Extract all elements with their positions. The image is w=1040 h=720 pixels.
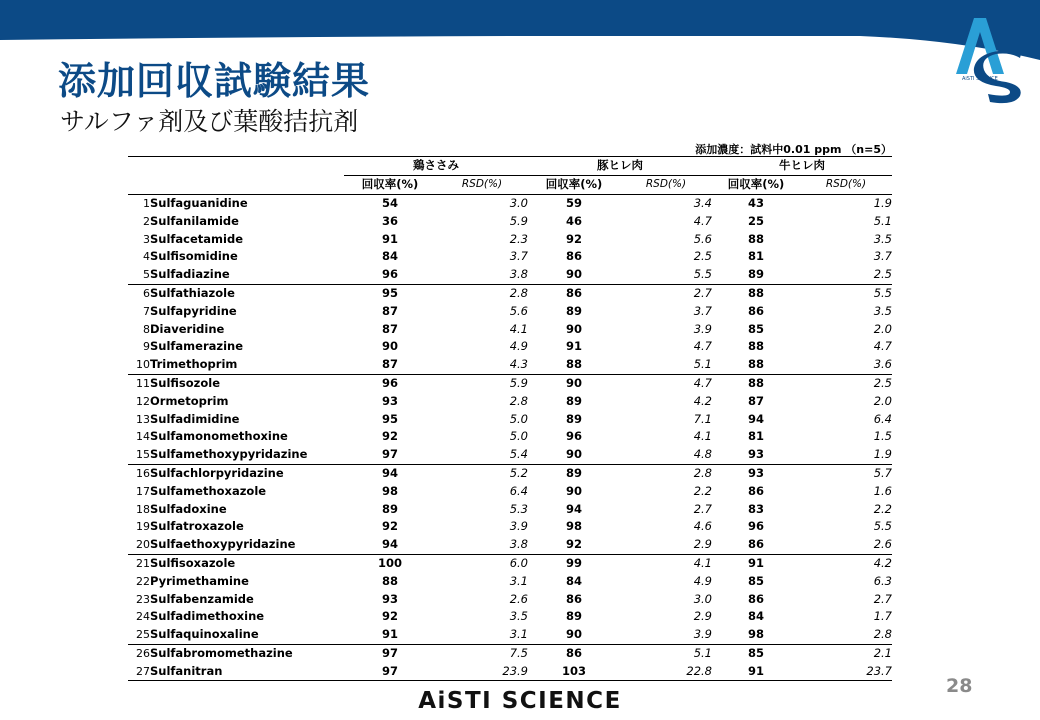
rsd-value: 23.9	[436, 662, 528, 680]
recovery-value: 88	[747, 231, 764, 246]
recovery-value: 85	[747, 573, 764, 588]
recovery-value: 25	[747, 213, 764, 228]
rsd-value: 5.6	[693, 231, 712, 246]
rsd-value: 3.8	[436, 536, 528, 554]
recovery-value: 97	[344, 446, 436, 464]
compound-name: Sulfadiazine	[150, 266, 344, 284]
rsd-value: 5.5	[873, 519, 892, 534]
recovery-value: 90	[381, 339, 398, 354]
table-row	[128, 392, 892, 410]
compound-name: Sulfaquinoxaline	[150, 626, 344, 644]
compound-name: Sulfathiazole	[150, 285, 235, 300]
recovery-value: 84	[747, 609, 764, 624]
col-header-rsd: RSD(%)	[436, 175, 528, 194]
row-number: 19	[136, 520, 150, 534]
recovery-value: 89	[712, 266, 800, 284]
compound-name: Sulfamerazine	[150, 339, 244, 354]
compound-name: Sulfisomidine	[150, 249, 238, 264]
compound-name: Trimethoprim	[150, 356, 344, 374]
rsd-value: 2.6	[800, 536, 892, 554]
table-row	[128, 374, 892, 392]
recovery-value: 84	[381, 249, 398, 264]
recovery-value: 96	[344, 266, 436, 284]
rsd-value: 1.5	[873, 429, 892, 444]
row-number: 1	[143, 196, 150, 210]
recovery-value: 83	[747, 501, 764, 516]
rsd-value: 3.7	[693, 303, 712, 318]
rsd-value: 4.3	[436, 356, 528, 374]
rsd-value: 1.9	[873, 195, 892, 210]
rsd-value: 3.1	[436, 626, 528, 644]
row-number: 3	[143, 232, 150, 246]
recovery-value: 94	[344, 536, 436, 554]
recovery-value: 92	[565, 231, 582, 246]
recovery-value: 96	[565, 429, 582, 444]
row-number: 24	[136, 610, 150, 624]
recovery-value: 86	[565, 285, 582, 300]
recovery-value: 92	[381, 519, 398, 534]
rsd-value: 4.6	[693, 519, 712, 534]
rsd-value: 22.8	[620, 662, 712, 680]
table-row	[128, 590, 892, 608]
recovery-table	[128, 156, 892, 681]
compound-name: Sulfadoxine	[150, 501, 227, 516]
recovery-value: 85	[747, 321, 764, 336]
rsd-value: 2.0	[873, 393, 892, 408]
row-number: 12	[136, 394, 150, 408]
group-header: 豚ヒレ肉	[528, 157, 712, 176]
rsd-value: 5.4	[436, 446, 528, 464]
compound-name: Sulfachlorpyridazine	[150, 465, 284, 480]
rsd-value: 4.7	[693, 375, 712, 390]
rsd-value: 5.3	[509, 501, 528, 516]
compound-name: Sulfisoxazole	[150, 555, 236, 570]
recovery-value: 59	[565, 195, 582, 210]
rsd-value: 4.7	[693, 339, 712, 354]
column-header-row	[128, 175, 892, 194]
rsd-value: 4.9	[693, 573, 712, 588]
rsd-value: 6.3	[873, 573, 892, 588]
rsd-value: 5.5	[620, 266, 712, 284]
recovery-value: 89	[565, 393, 582, 408]
recovery-value: 89	[565, 465, 582, 480]
rsd-value: 4.1	[693, 429, 712, 444]
table-row	[128, 626, 892, 644]
spike-condition: 添加濃度：試料中0.01 ppm （n=5）	[695, 143, 892, 156]
compound-name: Sulfisozole	[150, 375, 221, 390]
rsd-value: 4.9	[509, 339, 528, 354]
rsd-value: 2.9	[693, 609, 712, 624]
rsd-value: 4.8	[620, 446, 712, 464]
recovery-value: 90	[565, 483, 582, 498]
recovery-value: 89	[381, 501, 398, 516]
row-number: 5	[128, 266, 150, 284]
rsd-value: 6.4	[509, 483, 528, 498]
rsd-value: 2.7	[873, 591, 892, 606]
row-number: 17	[136, 484, 150, 498]
rsd-value: 4.2	[873, 555, 892, 570]
compound-name: Sulfamethoxypyridazine	[150, 446, 344, 464]
rsd-value: 4.2	[693, 393, 712, 408]
rsd-value: 5.5	[873, 285, 892, 300]
rsd-value: 6.0	[509, 555, 528, 570]
recovery-value: 81	[747, 249, 764, 264]
recovery-value: 86	[747, 591, 764, 606]
recovery-value: 94	[565, 501, 582, 516]
table-row	[128, 194, 892, 212]
rsd-value: 6.4	[873, 411, 892, 426]
recovery-value: 91	[344, 626, 436, 644]
group-header: 鶏ささみ	[344, 157, 528, 176]
footer-brand: AiSTI SCIENCE	[418, 688, 622, 714]
rsd-value: 4.1	[693, 555, 712, 570]
rsd-value: 2.2	[693, 483, 712, 498]
recovery-value: 88	[528, 356, 620, 374]
rsd-value: 2.5	[873, 375, 892, 390]
rsd-value: 5.6	[509, 303, 528, 318]
recovery-value: 93	[381, 591, 398, 606]
rsd-value: 4.7	[873, 339, 892, 354]
recovery-value: 90	[565, 321, 582, 336]
recovery-value: 54	[381, 195, 398, 210]
rsd-value: 1.6	[873, 483, 892, 498]
row-number: 26	[136, 646, 150, 660]
row-number: 2	[143, 214, 150, 228]
recovery-value: 91	[712, 662, 800, 680]
recovery-value: 96	[747, 519, 764, 534]
recovery-value: 94	[381, 465, 398, 480]
col-header-recovery: 回収率(%)	[712, 175, 800, 194]
recovery-value: 87	[381, 321, 398, 336]
rsd-value: 3.5	[873, 231, 892, 246]
row-number: 23	[136, 592, 150, 606]
rsd-value: 5.0	[509, 429, 528, 444]
rsd-value: 3.7	[509, 249, 528, 264]
compound-name: Sulfanitran	[150, 662, 344, 680]
recovery-value: 86	[565, 249, 582, 264]
table-row	[128, 212, 892, 230]
recovery-value: 87	[344, 356, 436, 374]
col-header-recovery: 回収率(%)	[344, 175, 436, 194]
recovery-value: 91	[747, 555, 764, 570]
recovery-value: 98	[565, 519, 582, 534]
recovery-value: 88	[747, 285, 764, 300]
compound-name: Sulfaethoxypyridazine	[150, 536, 344, 554]
table-row	[128, 554, 892, 572]
compound-name: Sulfacetamide	[150, 231, 244, 246]
table-row	[128, 662, 892, 680]
recovery-value: 92	[381, 429, 398, 444]
row-number: 20	[128, 536, 150, 554]
recovery-value: 99	[565, 555, 582, 570]
recovery-value: 93	[381, 393, 398, 408]
rsd-value: 2.1	[873, 645, 892, 660]
recovery-value: 91	[565, 339, 582, 354]
recovery-value: 88	[747, 339, 764, 354]
recovery-value: 46	[565, 213, 582, 228]
page-title: 添加回収試験結果	[58, 59, 371, 103]
recovery-value: 87	[747, 393, 764, 408]
table-row	[128, 230, 892, 248]
recovery-value: 86	[565, 591, 582, 606]
rsd-value: 2.9	[620, 536, 712, 554]
group-header-row	[128, 157, 892, 176]
rsd-value: 5.0	[509, 411, 528, 426]
recovery-value: 103	[528, 662, 620, 680]
recovery-value: 90	[528, 266, 620, 284]
recovery-value: 86	[565, 645, 582, 660]
recovery-value: 90	[528, 446, 620, 464]
table-row	[128, 608, 892, 626]
recovery-value: 90	[565, 375, 582, 390]
rsd-value: 2.5	[693, 249, 712, 264]
table-row	[128, 266, 892, 284]
table-row	[128, 644, 892, 662]
rsd-value: 3.5	[509, 609, 528, 624]
recovery-value: 88	[381, 573, 398, 588]
rsd-value: 5.9	[509, 213, 528, 228]
compound-name: Sulfabromomethazine	[150, 645, 293, 660]
table-row	[128, 410, 892, 428]
group-header: 牛ヒレ肉	[712, 157, 892, 176]
recovery-value: 95	[381, 285, 398, 300]
compound-name: Diaveridine	[150, 321, 225, 336]
compound-name: Sulfadimidine	[150, 411, 240, 426]
rsd-value: 3.0	[693, 591, 712, 606]
compound-name: Sulfatroxazole	[150, 519, 244, 534]
compound-name: Pyrimethamine	[150, 573, 249, 588]
recovery-value: 93	[712, 446, 800, 464]
table-row	[128, 284, 892, 302]
rsd-value: 3.9	[693, 321, 712, 336]
rsd-value: 2.2	[873, 501, 892, 516]
row-number: 25	[128, 626, 150, 644]
rsd-value: 3.0	[509, 195, 528, 210]
table-row	[128, 536, 892, 554]
row-number: 8	[143, 322, 150, 336]
recovery-value: 90	[528, 626, 620, 644]
recovery-value: 98	[712, 626, 800, 644]
recovery-value: 86	[712, 536, 800, 554]
logo-small-text: AiSTI SCIENCE	[962, 76, 998, 82]
rsd-value: 3.7	[873, 249, 892, 264]
page-subtitle: サルファ剤及び葉酸拮抗剤	[60, 107, 359, 136]
compound-name: Sulfaguanidine	[150, 195, 248, 210]
row-number: 18	[136, 502, 150, 516]
rsd-value: 3.1	[509, 573, 528, 588]
rsd-value: 2.7	[693, 285, 712, 300]
table-row	[128, 320, 892, 338]
compound-name: Sulfadimethoxine	[150, 609, 265, 624]
row-number: 10	[128, 356, 150, 374]
recovery-value: 89	[565, 411, 582, 426]
recovery-value: 81	[747, 429, 764, 444]
recovery-value: 94	[747, 411, 764, 426]
rsd-value: 7.5	[509, 645, 528, 660]
table-row	[128, 428, 892, 446]
rsd-value: 4.7	[693, 213, 712, 228]
rsd-value: 2.6	[509, 591, 528, 606]
rsd-value: 3.4	[693, 195, 712, 210]
row-number: 27	[128, 662, 150, 680]
row-number: 16	[136, 466, 150, 480]
recovery-value: 96	[381, 375, 398, 390]
page-number: 28	[946, 675, 973, 697]
compound-name: Ormetoprim	[150, 393, 229, 408]
compound-name: Sulfabenzamide	[150, 591, 254, 606]
rsd-value: 3.8	[436, 266, 528, 284]
row-number: 22	[136, 574, 150, 588]
rsd-value: 2.7	[693, 501, 712, 516]
recovery-value: 89	[565, 609, 582, 624]
rsd-value: 2.0	[873, 321, 892, 336]
recovery-value: 85	[747, 645, 764, 660]
rsd-value: 3.9	[620, 626, 712, 644]
rsd-value: 5.2	[509, 465, 528, 480]
table-row	[128, 482, 892, 500]
table-row	[128, 446, 892, 464]
recovery-value: 97	[381, 645, 398, 660]
rsd-value: 3.6	[800, 356, 892, 374]
rsd-value: 5.1	[693, 645, 712, 660]
recovery-value: 43	[747, 195, 764, 210]
row-number: 9	[143, 340, 150, 354]
recovery-value: 92	[381, 609, 398, 624]
row-number: 4	[143, 250, 150, 264]
row-number: 13	[136, 412, 150, 426]
recovery-value: 95	[381, 411, 398, 426]
rsd-value: 4.1	[509, 321, 528, 336]
recovery-value: 93	[747, 465, 764, 480]
recovery-value: 84	[565, 573, 582, 588]
recovery-value: 88	[712, 356, 800, 374]
rsd-value: 3.5	[873, 303, 892, 318]
rsd-value: 1.9	[800, 446, 892, 464]
rsd-value: 2.8	[693, 465, 712, 480]
recovery-value: 88	[747, 375, 764, 390]
rsd-value: 2.8	[509, 285, 528, 300]
rsd-value: 2.5	[800, 266, 892, 284]
rsd-value: 2.8	[800, 626, 892, 644]
rsd-value: 5.1	[620, 356, 712, 374]
col-header-rsd: RSD(%)	[620, 175, 712, 194]
recovery-value: 92	[528, 536, 620, 554]
rsd-value: 7.1	[693, 411, 712, 426]
rsd-value: 2.8	[509, 393, 528, 408]
rsd-value: 5.7	[873, 465, 892, 480]
compound-name: Sulfapyridine	[150, 303, 237, 318]
table-row	[128, 572, 892, 590]
row-number: 15	[128, 446, 150, 464]
compound-name: Sulfamethoxazole	[150, 483, 267, 498]
compound-name: Sulfamonomethoxine	[150, 429, 288, 444]
table-row	[128, 464, 892, 482]
row-number: 11	[136, 376, 150, 390]
company-logo	[950, 14, 1030, 106]
rsd-value: 2.3	[509, 231, 528, 246]
rsd-value: 23.7	[800, 662, 892, 680]
recovery-value: 89	[565, 303, 582, 318]
table-row	[128, 500, 892, 518]
recovery-value: 87	[381, 303, 398, 318]
recovery-value: 100	[377, 555, 402, 570]
rsd-value: 5.9	[509, 375, 528, 390]
rsd-value: 1.7	[873, 609, 892, 624]
row-number: 21	[136, 556, 150, 570]
table-row	[128, 518, 892, 536]
compound-name: Sulfanilamide	[150, 213, 239, 228]
row-number: 6	[143, 286, 150, 300]
recovery-value: 86	[747, 303, 764, 318]
recovery-value: 91	[381, 231, 398, 246]
rsd-value: 5.1	[873, 213, 892, 228]
col-header-recovery: 回収率(%)	[528, 175, 620, 194]
recovery-value: 97	[344, 662, 436, 680]
table-row	[128, 302, 892, 320]
table-body	[128, 194, 892, 681]
logo-as-icon	[950, 14, 1030, 106]
recovery-value: 86	[747, 483, 764, 498]
row-number: 7	[143, 304, 150, 318]
row-number: 14	[136, 430, 150, 444]
table-row	[128, 338, 892, 356]
table-row	[128, 248, 892, 266]
recovery-value: 36	[381, 213, 398, 228]
rsd-value: 3.9	[509, 519, 528, 534]
recovery-value: 98	[381, 483, 398, 498]
col-header-rsd: RSD(%)	[800, 175, 892, 194]
table-row	[128, 356, 892, 374]
